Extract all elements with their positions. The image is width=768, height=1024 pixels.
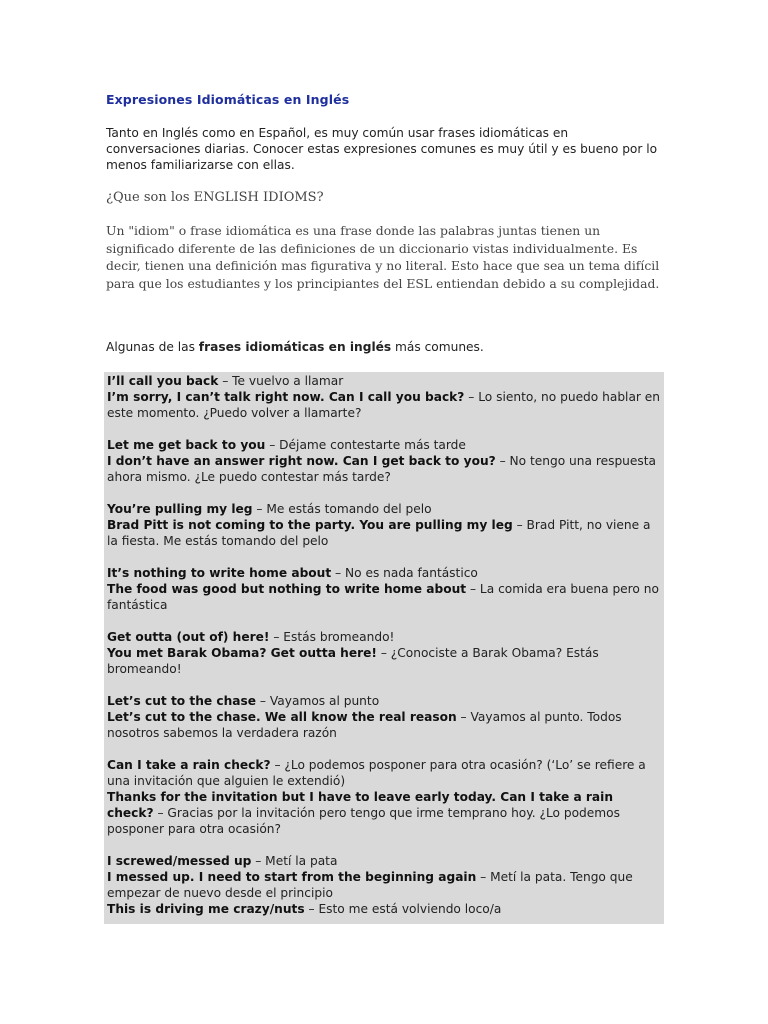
- idiom-example-translation: – No tengo una respuesta ahora mismo. ¿Le puedo contestar más tarde?: [107, 454, 656, 484]
- idiom-translation: – No es nada fantástico: [331, 566, 478, 580]
- idiom-example: Let’s cut to the chase. We all know the real reason: [107, 710, 457, 724]
- lead-after: más comunes.: [391, 340, 484, 354]
- idiom-entry: [107, 501, 661, 549]
- idiom-translation: – Déjame contestarte más tarde: [265, 438, 466, 452]
- lead-before: Algunas de las: [106, 340, 199, 354]
- idiom-phrase: I screwed/messed up: [107, 854, 252, 868]
- idiom-entry: [107, 373, 661, 421]
- idiom-example: I messed up. I need to start from the beginning again: [107, 870, 477, 884]
- idiom-entry: [107, 901, 661, 917]
- lead-sentence: [106, 340, 484, 354]
- idiom-example: I don’t have an answer right now. Can I get back to you?: [107, 454, 496, 468]
- idiom-phrase: Get outta (out of) here!: [107, 630, 270, 644]
- idiom-entry: [107, 437, 661, 485]
- idiom-entry: [107, 629, 661, 677]
- idiom-entry: [107, 757, 661, 837]
- idiom-phrase: Let me get back to you: [107, 438, 266, 452]
- idiom-example: You met Barak Obama? Get outta here!: [107, 646, 377, 660]
- page-title: Expresiones Idiomáticas en Inglés: [106, 92, 350, 107]
- idiom-translation: – Esto me está volviendo loco/a: [304, 902, 502, 916]
- idiom-translation: – Vayamos al punto: [256, 694, 380, 708]
- intro-paragraph: Tanto en Inglés como en Español, es muy común usar frases idiomáticas en conversaciones diarias. Conocer estas expresiones comunes es muy útil y es bueno por lo menos familiarizarse con ellas.: [106, 126, 658, 172]
- idiom-example-translation: – Brad Pitt, no viene a la fiesta. Me estás tomando del pelo: [107, 518, 651, 548]
- idiom-translation: – Estás bromeando!: [269, 630, 395, 644]
- idiom-phrase: You’re pulling my leg: [107, 502, 253, 516]
- idiom-translation: – Te vuelvo a llamar: [218, 374, 344, 388]
- idiom-example-translation: – ¿Conociste a Barak Obama? Estás bromeando!: [107, 646, 599, 676]
- idiom-entry: [107, 693, 661, 741]
- idiom-phrase: Can I take a rain check?: [107, 758, 271, 772]
- idiom-example-translation: – La comida era buena pero no fantástica: [107, 582, 659, 612]
- idiom-phrase: This is driving me crazy/nuts: [107, 902, 305, 916]
- idiom-example: Thanks for the invitation but I have to leave early today. Can I take a rain check?: [107, 790, 614, 820]
- idiom-phrase: It’s nothing to write home about: [107, 566, 332, 580]
- idiom-example: I’m sorry, I can’t talk right now. Can I call you back?: [107, 390, 465, 404]
- idioms-list: [104, 372, 664, 924]
- definition-paragraph: Un "idiom" o frase idiomática es una frase donde las palabras juntas tienen un significado diferente de las definiciones de un diccionario vistas individualmente. Es decir, tienen una definición mas figurativa y no literal. Esto hace que sea un tema difícil para que los estudiantes y los principiantes del ESL entiendan debido a su complejidad.: [106, 223, 660, 291]
- idiom-entry: [107, 565, 661, 613]
- idiom-phrase: I’ll call you back: [107, 374, 219, 388]
- idioms-question: ¿Que son los ENGLISH IDIOMS?: [106, 190, 324, 205]
- idiom-example-translation: – Lo siento, no puedo hablar en este momento. ¿Puedo volver a llamarte?: [107, 390, 661, 420]
- lead-bold: frases idiomáticas en inglés: [198, 340, 392, 354]
- idiom-example: The food was good but nothing to write home about: [107, 582, 467, 596]
- idiom-translation: – Me estás tomando del pelo: [252, 502, 432, 516]
- idiom-phrase: Let’s cut to the chase: [107, 694, 257, 708]
- idiom-translation: – ¿Lo podemos posponer para otra ocasión? (‘Lo’ se refiere a una invitación que alguien le extendió): [107, 758, 646, 788]
- idiom-example-translation: – Gracias por la invitación pero tengo que irme temprano hoy. ¿Lo podemos posponer para otra ocasión?: [107, 806, 620, 836]
- idiom-entry: [107, 853, 661, 901]
- idiom-example: Brad Pitt is not coming to the party. You are pulling my leg: [107, 518, 513, 532]
- idiom-example-translation: – Vayamos al punto. Todos nosotros sabemos la verdadera razón: [107, 710, 622, 740]
- idiom-translation: – Metí la pata: [251, 854, 338, 868]
- idiom-example-translation: – Metí la pata. Tengo que empezar de nuevo desde el principio: [107, 870, 633, 900]
